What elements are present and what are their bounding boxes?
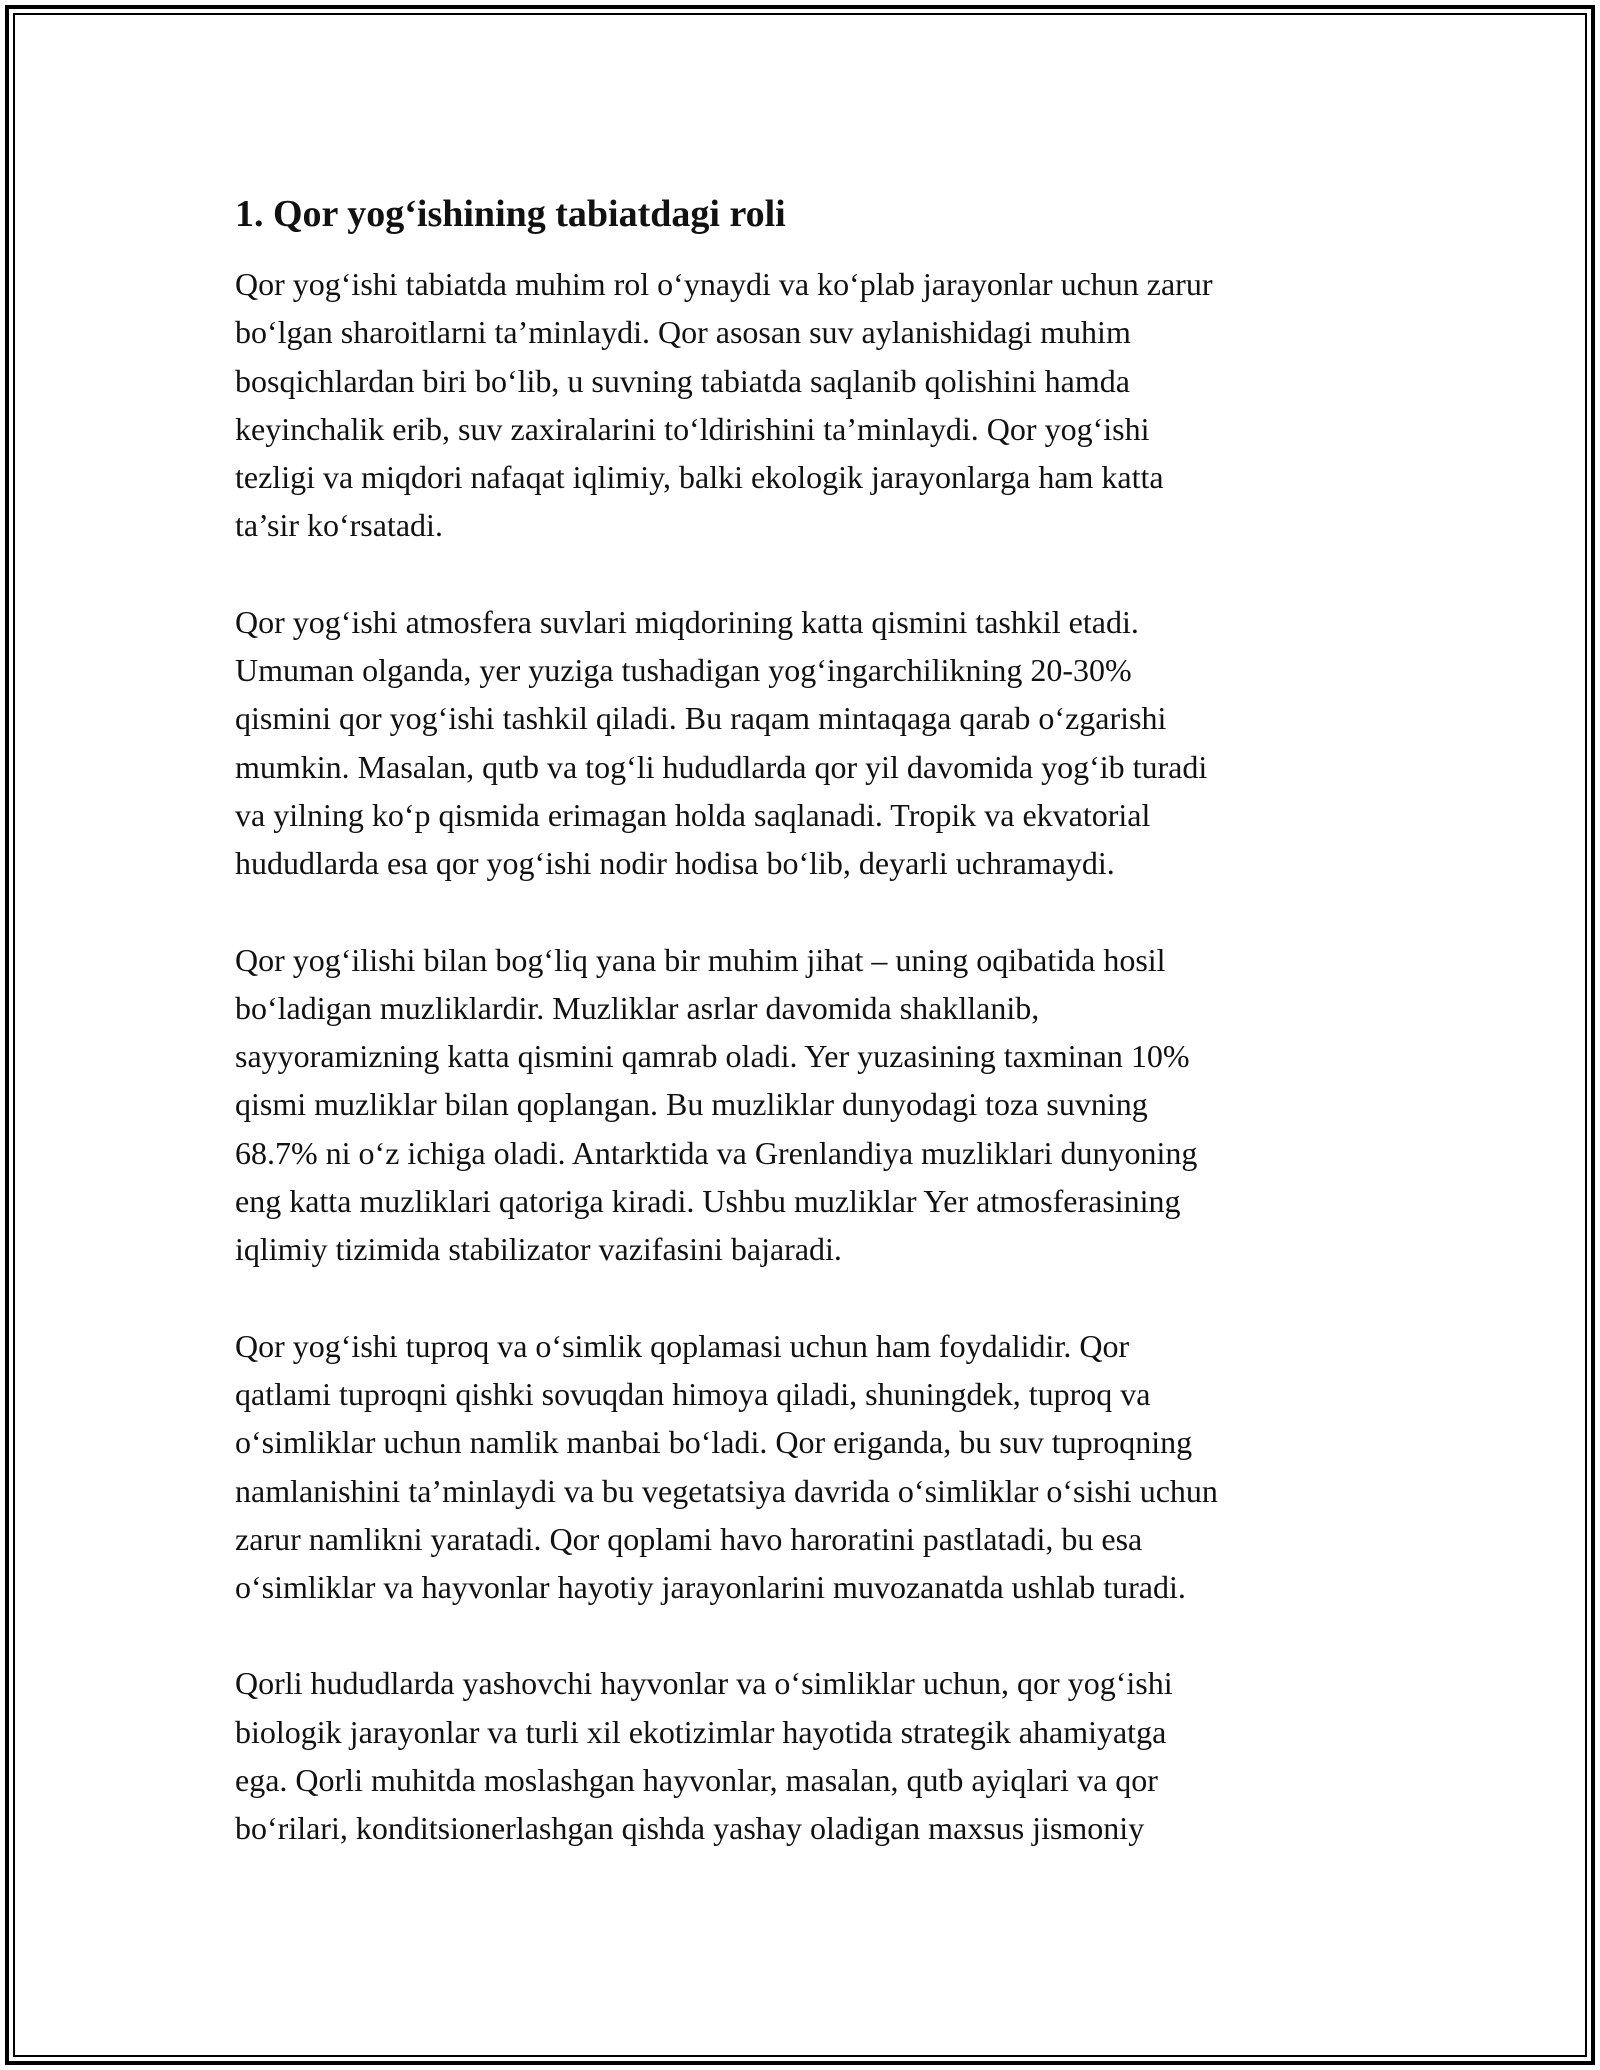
text-line: Qor yog‘ishi tuproq va o‘simlik qoplamasi uchun ham foydalidir. Qor [235, 1327, 1130, 1364]
text-line: o‘simliklar va hayvonlar hayotiy jarayonlarini muvozanatda ushlab turadi. [235, 1569, 1186, 1606]
text-line: 68.7% ni o‘z ichiga oladi. Antarktida va Grenlandiya muzliklari dunyoning [235, 1134, 1198, 1171]
paragraph-5 [235, 1659, 1370, 1852]
text-line: Qor yog‘ishi atmosfera suvlari miqdorining katta qismini tashkil etadi. [235, 603, 1139, 640]
text-line: bo‘lgan sharoitlarni ta’minlaydi. Qor asosan suv aylanishidagi muhim [235, 314, 1131, 351]
text-line: iqlimiy tizimida stabilizator vazifasini bajaradi. [235, 1231, 842, 1268]
text-line: Qor yog‘ilishi bilan bog‘liq yana bir muhim jihat – uning oqibatida hosil [235, 941, 1166, 978]
text-line: qatlami tuproqni qishki sovuqdan himoya qiladi, shuningdek, tuproq va [235, 1375, 1151, 1412]
text-line: tezligi va miqdori nafaqat iqlimiy, balki ekologik jarayonlarga ham katta [235, 459, 1164, 496]
text-line: zarur namlikni yaratadi. Qor qoplami havo haroratini pastlatadi, bu esa [235, 1520, 1143, 1557]
paragraph-2 [235, 598, 1370, 888]
text-line: Qorli hududlarda yashovchi hayvonlar va o‘simliklar uchun, qor yog‘ishi [235, 1665, 1173, 1702]
section-heading: 1. Qor yog‘ishining tabiatdagi roli [235, 193, 786, 235]
text-line: qismi muzliklar bilan qoplangan. Bu muzliklar dunyodagi toza suvning [235, 1086, 1148, 1123]
paragraph-3 [235, 936, 1370, 1274]
text-line: qismini qor yog‘ishi tashkil qiladi. Bu raqam mintaqaga qarab o‘zgarishi [235, 700, 1167, 737]
text-line: va yilning ko‘p qismida erimagan holda saqlanadi. Tropik va ekvatorial [235, 796, 1151, 833]
text-line: sayyoramizning katta qismini qamrab oladi. Yer yuzasining taxminan 10% [235, 1038, 1190, 1075]
paragraph-1 [235, 260, 1370, 550]
text-line: o‘simliklar uchun namlik manbai bo‘ladi. Qor eriganda, bu suv tuproqning [235, 1424, 1193, 1461]
text-line: bosqichlardan biri bo‘lib, u suvning tabiatda saqlanib qolishini hamda [235, 362, 1130, 399]
text-line: namlanishini ta’minlaydi va bu vegetatsiya davrida o‘simliklar o‘sishi uchun [235, 1472, 1218, 1509]
text-line: ega. Qorli muhitda moslashgan hayvonlar, masalan, qutb ayiqlari va qor [235, 1762, 1158, 1799]
text-line: biologik jarayonlar va turli xil ekotizimlar hayotida strategik ahamiyatga [235, 1713, 1167, 1750]
paragraph-4 [235, 1322, 1370, 1612]
text-line: mumkin. Masalan, qutb va tog‘li hududlarda qor yil davomida yog‘ib turadi [235, 748, 1208, 785]
text-line: bo‘ladigan muzliklardir. Muzliklar asrlar davomida shakllanib, [235, 989, 1040, 1026]
text-line: eng katta muzliklari qatoriga kiradi. Ushbu muzliklar Yer atmosferasining [235, 1183, 1181, 1220]
text-line: ta’sir ko‘rsatadi. [235, 507, 443, 544]
text-line: hududlarda esa qor yog‘ishi nodir hodisa bo‘lib, deyarli uchramaydi. [235, 845, 1115, 882]
text-line: keyinchalik erib, suv zaxiralarini to‘ldirishini ta’minlaydi. Qor yog‘ishi [235, 410, 1150, 447]
document-body [235, 188, 1370, 1901]
text-line: Qor yog‘ishi tabiatda muhim rol o‘ynaydi va ko‘plab jarayonlar uchun zarur [235, 266, 1213, 302]
text-line: Umuman olganda, yer yuziga tushadigan yog‘ingarchilikning 20-30% [235, 652, 1132, 689]
text-line: bo‘rilari, konditsionerlashgan qishda yashay oladigan maxsus jismoniy [235, 1810, 1145, 1847]
